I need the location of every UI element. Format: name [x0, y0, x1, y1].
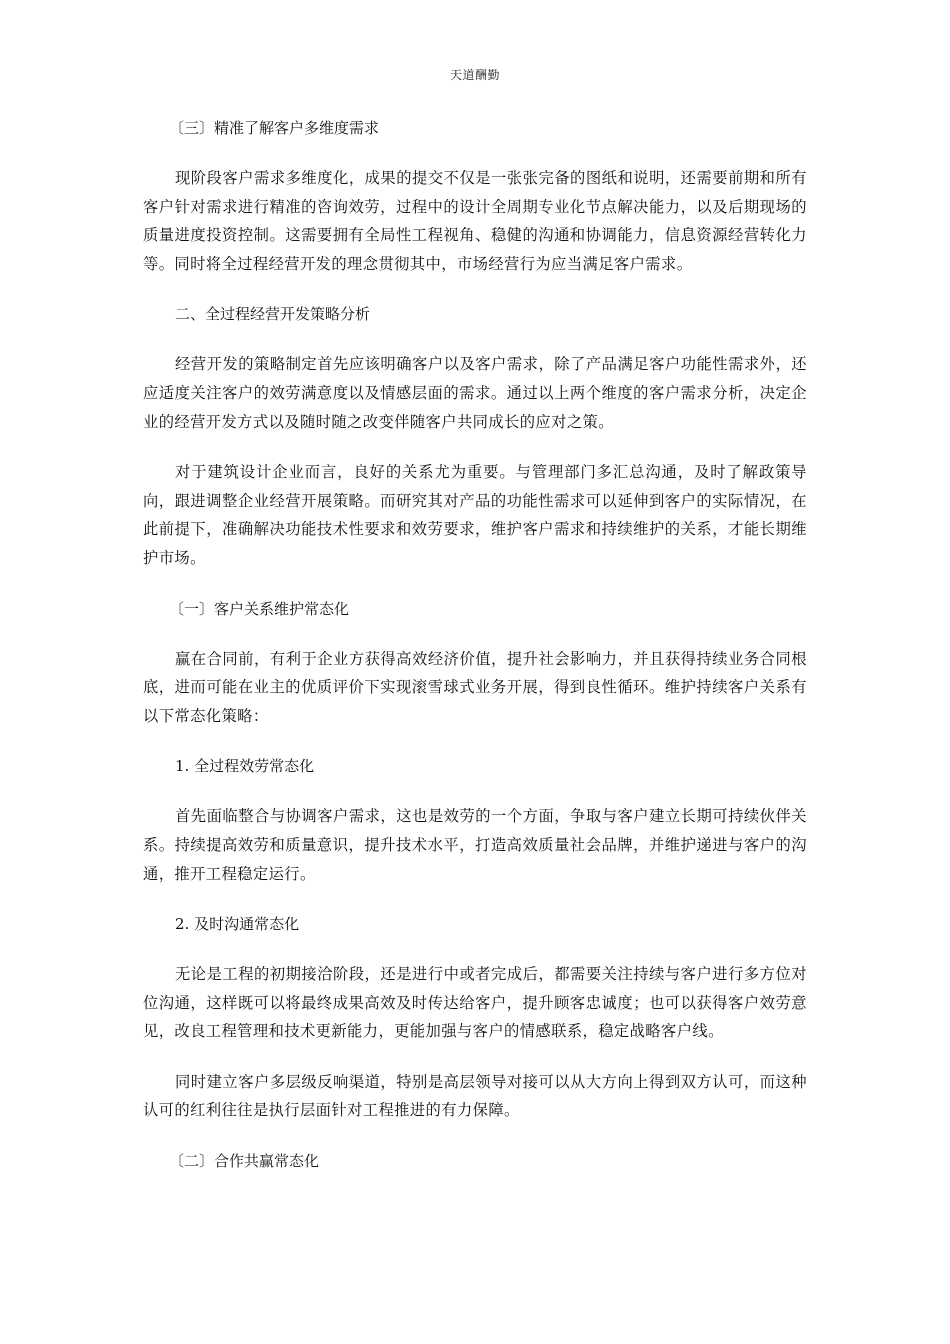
document-body — [143, 114, 807, 1197]
page-header: 天道酬勤 — [449, 68, 500, 82]
paragraph: 对于建筑设计企业而言，良好的关系尤为重要。与管理部门多汇总沟通，及时了解政策导向，跟进调整企业经营开展策略。而研究其对产品的功能性需求可以延伸到客户的实际情况，在此前提下，准确解决功能技术性要求和效劳要求，维护客户需求和持续维护的关系，才能长期维护市场。 — [143, 463, 807, 567]
paragraph: 经营开发的策略制定首先应该明确客户以及客户需求，除了产品满足客户功能性需求外，还应适度关注客户的效劳满意度以及情感层面的需求。通过以上两个维度的客户需求分析，决定企业的经营开发方式以及随时随之改变伴随客户共同成长的应对之策。 — [143, 355, 807, 431]
section-heading-win-win: 〔二〕合作共赢常态化 — [169, 1152, 320, 1171]
paragraph: 同时建立客户多层级反响渠道，特别是高层领导对接可以从大方向上得到双方认可，而这种认可的红利往往是执行层面针对工程推进的有力保障。 — [143, 1072, 807, 1120]
paragraph: 现阶段客户需求多维度化，成果的提交不仅是一张张完备的图纸和说明，还需要前期和所有客户针对需求进行精准的咨询效劳，过程中的设计全周期专业化节点解决能力，以及后期现场的质量进度投资控制。这需要拥有全局性工程视角、稳健的沟通和协调能力，信息资源经营转化力等。同时将全过程经营开发的理念贯彻其中，市场经营行为应当满足客户需求。 — [143, 169, 807, 273]
paragraph: 首先面临整合与协调客户需求，这也是效劳的一个方面，争取与客户建立长期可持续伙伴关系。持续提高效劳和质量意识，提升技术水平，打造高效质量社会品牌，并维护递进与客户的沟通，推开工程稳定运行。 — [143, 807, 807, 883]
paragraph: 赢在合同前，有利于企业方获得高效经济价值，提升社会影响力，并且获得持续业务合同根底，进而可能在业主的优质评价下实现滚雪球式业务开展，得到良性循环。维护持续客户关系有以下常态化策略： — [143, 649, 807, 725]
section-heading-strategy-analysis: 二、全过程经营开发策略分析 — [175, 305, 371, 324]
section-heading-customer-relations: 〔一〕客户关系维护常态化 — [169, 599, 350, 618]
paragraph: 无论是工程的初期接洽阶段，还是进行中或者完成后，都需要关注持续与客户进行多方位对位沟通，这样既可以将最终成果高效及时传达给客户，提升顾客忠诚度；也可以获得客户效劳意见，改良工程管理和技术更新能力，更能加强与客户的情感联系，稳定战略客户线。 — [143, 965, 807, 1041]
subsection-heading-service: 1. 全过程效劳常态化 — [175, 757, 315, 776]
section-heading-customer-needs: 〔三〕精准了解客户多维度需求 — [169, 119, 380, 137]
subsection-heading-communication: 2. 及时沟通常态化 — [175, 915, 300, 934]
